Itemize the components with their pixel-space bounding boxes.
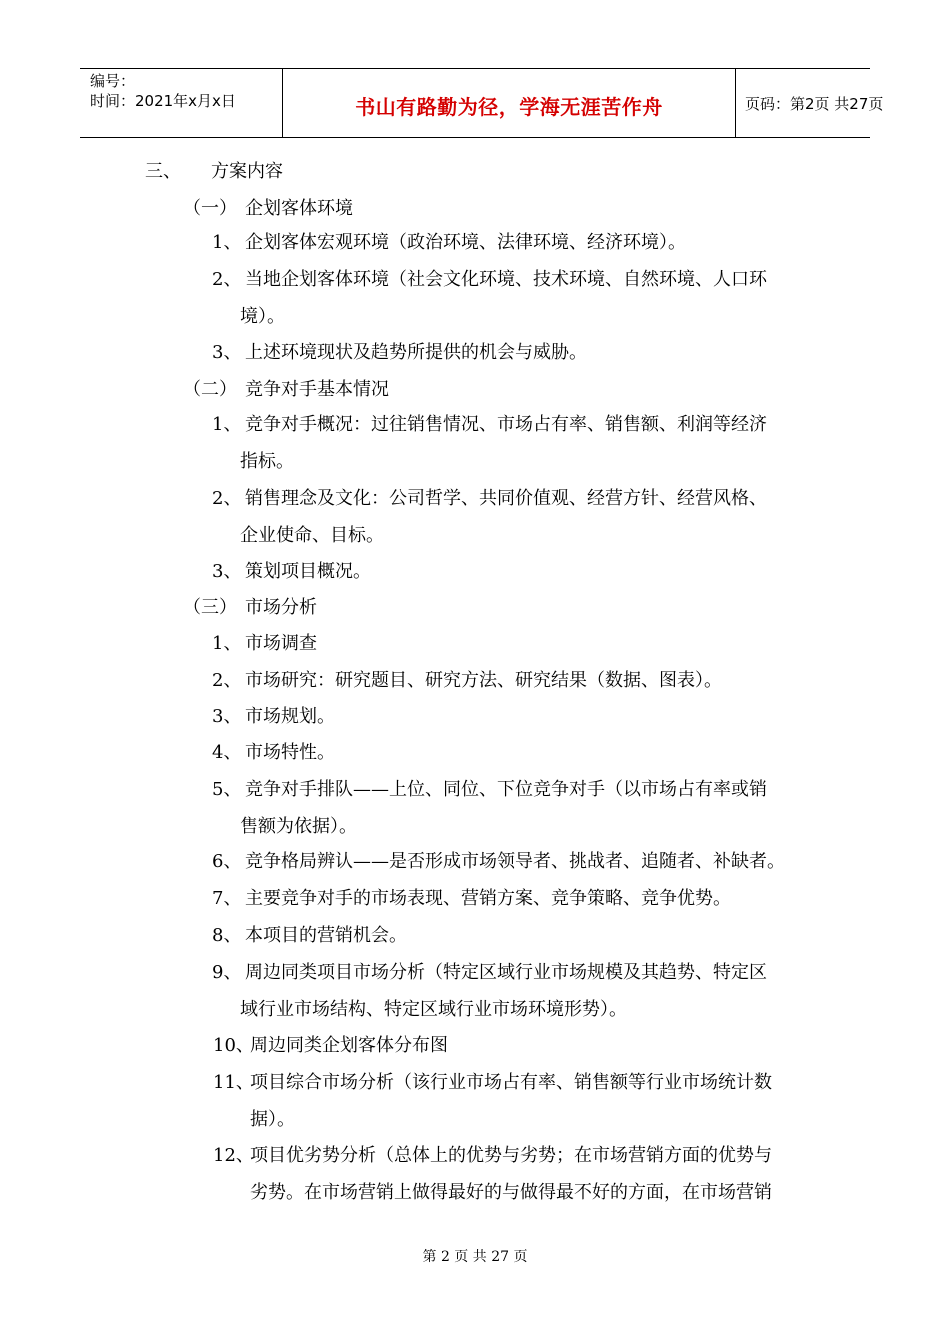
header-page-info: 页码：第2页 共27页 [745,95,884,113]
list-item-text: 竞争对手排队——上位、同位、下位竞争对手（以市场占有率或销 [245,779,767,800]
list-item-text: 周边同类企划客体分布图 [250,1035,448,1056]
list-item-number: 8、 [212,925,242,946]
subsection-heading [183,378,389,402]
list-item-number: 1、 [212,414,242,435]
header-page-cell [735,69,884,137]
subsection-marker: （三） [183,597,237,618]
subsection-title: 企划客体环境 [245,198,353,219]
subsection-title: 市场分析 [245,597,317,618]
list-item-text: 售额为依据）。 [240,816,357,837]
list-item-text: 市场特性。 [245,742,335,763]
list-item-text: 域行业市场结构、特定区域行业市场环境形势）。 [240,999,627,1020]
subsection-marker: （一） [183,198,237,219]
list-item-text: 企划客体宏观环境（政治环境、法律环境、经济环境）。 [245,232,686,253]
list-item-text: 市场规划。 [245,706,335,727]
document-number-label: 编号： [90,72,136,90]
list-item-number: 1、 [212,232,242,253]
list-item-number: 3、 [212,706,242,727]
list-item-number: 10、 [213,1035,254,1056]
list-item-number: 1、 [212,633,242,654]
list-item-number: 9、 [212,962,242,983]
list-item-number: 5、 [212,779,242,800]
list-item-text: 市场调查 [245,633,317,654]
document-date-label: 时间：2021年x月x日 [90,92,236,110]
section-marker: 三、 [145,161,181,182]
list-item-text: 当地企划客体环境（社会文化环境、技术环境、自然环境、人口环 [245,269,767,290]
list-item-text: 项目优劣势分析（总体上的优势与劣势；在市场营销方面的优势与 [250,1145,772,1166]
list-item-text: 指标。 [240,451,294,472]
list-item-number: 7、 [212,888,242,909]
list-item-text: 境）。 [240,306,285,327]
list-item-text: 项目综合市场分析（该行业市场占有率、销售额等行业市场统计数 [250,1072,772,1093]
list-item-number: 3、 [212,342,242,363]
list-item-text: 主要竞争对手的市场表现、营销方案、竞争策略、竞争优势。 [245,888,731,909]
header-motto: 书山有路勤为径，学海无涯苦作舟 [355,95,663,119]
list-item-text: 竞争对手概况：过往销售情况、市场占有率、销售额、利润等经济 [245,414,767,435]
header-motto-cell [282,69,736,137]
list-item-number: 2、 [212,488,242,509]
subsection-marker: （二） [183,379,237,400]
page-footer: 第 2 页 共 27 页 [422,1249,528,1265]
section-title: 方案内容 [211,161,283,182]
subsection-heading [183,197,353,221]
section-heading [145,160,283,184]
list-item-number: 2、 [212,670,242,691]
list-item-number: 12、 [213,1145,254,1166]
subsection-title: 竞争对手基本情况 [245,379,389,400]
list-item-text: 周边同类项目市场分析（特定区域行业市场规模及其趋势、特定区 [245,962,767,983]
header-meta-cell [80,69,282,137]
list-item-number: 2、 [212,269,242,290]
list-item-number: 4、 [212,742,242,763]
list-item-text: 销售理念及文化：公司哲学、共同价值观、经营方针、经营风格、 [245,488,767,509]
list-item-text: 企业使命、目标。 [240,525,384,546]
list-item-text: 策划项目概况。 [245,561,371,582]
list-item-text: 竞争格局辨认——是否形成市场领导者、挑战者、追随者、补缺者。 [245,851,785,872]
list-item-text: 上述环境现状及趋势所提供的机会与威胁。 [245,342,587,363]
list-item-number: 6、 [212,851,242,872]
list-item-text: 市场研究：研究题目、研究方法、研究结果（数据、图表）。 [245,670,722,691]
list-item-text: 本项目的营销机会。 [245,925,407,946]
list-item-text: 据）。 [250,1109,295,1130]
page-header [80,68,884,138]
subsection-heading [183,596,317,620]
list-item-number: 3、 [212,561,242,582]
list-item-text: 劣势。在市场营销上做得最好的与做得最不好的方面，在市场营销 [250,1182,772,1203]
list-item-number: 11、 [213,1072,254,1093]
